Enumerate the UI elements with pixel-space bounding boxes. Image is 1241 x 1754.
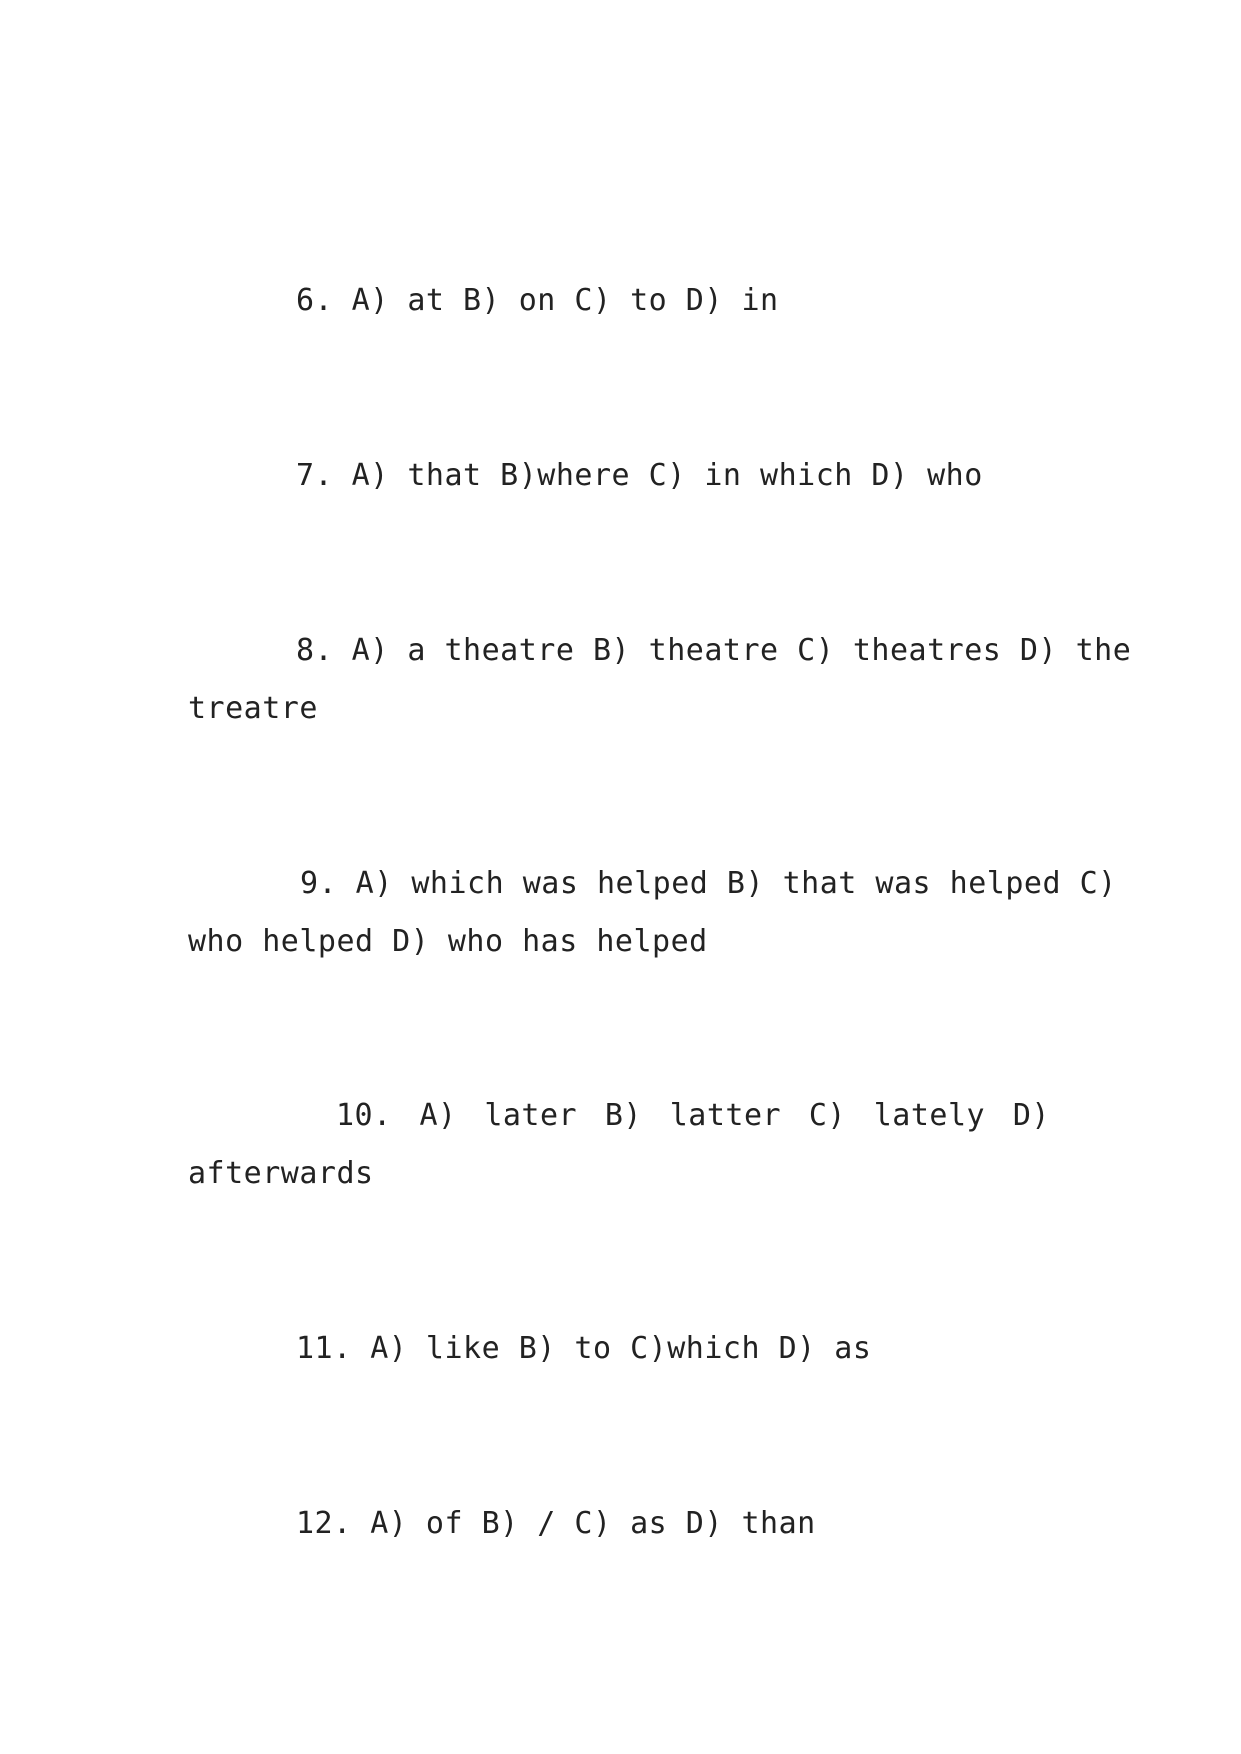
question-7-options: 7. A) that B)where C) in which D) who	[296, 458, 983, 493]
question-10-option-b-label: B)	[604, 1098, 642, 1133]
question-10-option-a-label: A)	[419, 1098, 457, 1133]
question-11-options: 11. A) like B) to C)which D) as	[296, 1331, 872, 1366]
question-8	[188, 622, 1132, 738]
question-10-option-d-label: D)	[1012, 1098, 1050, 1133]
question-12-options: 12. A) of B) / C) as D) than	[296, 1506, 816, 1541]
question-8-options-continued: treatre	[188, 691, 318, 726]
question-10	[188, 1087, 1050, 1203]
question-12	[188, 1495, 1050, 1553]
question-9	[188, 855, 1117, 971]
question-10-options-continued: afterwards	[188, 1156, 374, 1191]
question-10-number: 10.	[336, 1098, 392, 1133]
question-6-options: 6. A) at B) on C) to D) in	[296, 283, 779, 318]
question-9-options-continued: who helped D) who has helped	[188, 924, 708, 959]
question-10-option-a: later	[484, 1098, 578, 1133]
question-9-options: 9. A) which was helped B) that was helped C)	[300, 866, 1117, 901]
question-10-option-b: latter	[669, 1098, 782, 1133]
question-10-option-c: lately	[873, 1098, 986, 1133]
question-6	[188, 272, 1050, 330]
question-11	[188, 1320, 1050, 1378]
question-10-options	[188, 1087, 1050, 1145]
question-8-options: 8. A) a theatre B) theatre C) theatres D) the	[296, 633, 1132, 668]
question-10-option-c-label: C)	[808, 1098, 846, 1133]
question-7	[188, 447, 1050, 505]
